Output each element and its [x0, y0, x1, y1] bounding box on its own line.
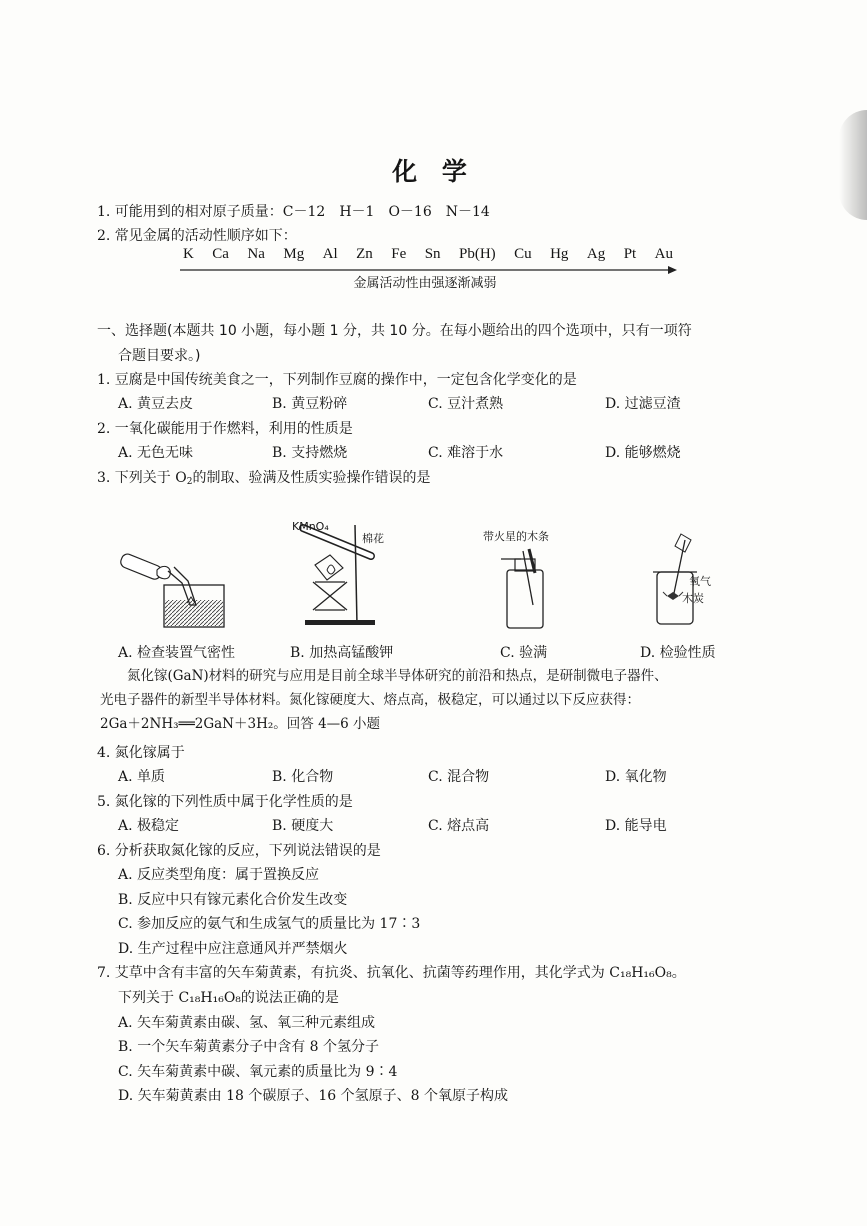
q2-option-d[interactable]: D. 能够燃烧 [605, 445, 681, 461]
question-6-stem: 6. 分析获取氮化镓的反应，下列说法错误的是 [97, 843, 381, 859]
activity-caption: 金属活动性由强逐渐减弱 [353, 276, 497, 291]
reading-passage [100, 664, 790, 736]
q1-option-d[interactable]: D. 过滤豆渣 [605, 396, 681, 412]
q1-option-c[interactable]: C. 豆汁煮熟 [428, 396, 504, 412]
q4-option-b[interactable]: B. 化合物 [272, 769, 334, 785]
q6-option-b[interactable]: B. 反应中只有镓元素化合价发生改变 [118, 892, 348, 908]
question-5-stem: 5. 氮化镓的下列性质中属于化学性质的是 [97, 794, 353, 810]
label-oxygen: 氧气 [689, 575, 711, 588]
page-title: 化 学 [392, 157, 475, 186]
activity-series [183, 246, 673, 263]
label-charcoal: 木炭 [682, 592, 704, 605]
passage-line: 光电子器件的新型半导体材料。氮化镓硬度大、熔点高，极稳定，可以通过以下反应获得： [100, 692, 640, 708]
q3-stem-part: 3. 下列关于 O [97, 470, 187, 486]
metal-symbol: Na [247, 246, 265, 262]
label-kmno4: KMnO₄ [292, 520, 329, 533]
q3-option-d[interactable]: D. 检验性质 [640, 645, 716, 661]
label-cotton: 棉花 [362, 532, 384, 545]
q4-option-a[interactable]: A. 单质 [118, 769, 166, 785]
question-7-stem-cont: 下列关于 C₁₈H₁₆O₈的说法正确的是 [118, 990, 339, 1006]
q7-option-a[interactable]: A. 矢车菊黄素由碳、氢、氧三种元素组成 [118, 1015, 376, 1031]
q3-stem-part: 的制取、验满及性质实验操作错误的是 [192, 470, 431, 486]
metal-symbol: Mg [283, 246, 305, 262]
metal-symbol: Hg [550, 246, 569, 262]
q3-option-b[interactable]: B. 加热高锰酸钾 [290, 645, 394, 661]
q4-option-d[interactable]: D. 氧化物 [605, 769, 667, 785]
metal-symbol: Ag [586, 246, 606, 262]
q6-option-d[interactable]: D. 生产过程中应注意通风并严禁烟火 [118, 941, 348, 957]
figure-a-airtightness [112, 545, 230, 635]
q2-option-a[interactable]: A. 无色无味 [118, 445, 194, 461]
section-heading: 一、选择题(本题共 10 小题，每小题 1 分，共 10 分。在每小题给出的四个选项中，只有一项符 [97, 323, 692, 339]
q3-stem-subscript: 2 [186, 477, 193, 487]
q1-option-a[interactable]: A. 黄豆去皮 [118, 396, 194, 412]
note-activity-series: 2. 常见金属的活动性顺序如下： [97, 228, 297, 244]
metal-symbol: Pt [623, 246, 637, 262]
q5-option-a[interactable]: A. 极稳定 [118, 818, 180, 834]
question-7-stem: 7. 艾草中含有丰富的矢车菊黄素，有抗炎、抗氧化、抗菌等药理作用，其化学式为 C₁₈H₁₆O₈。 [97, 965, 686, 981]
figure-c-check-full [495, 545, 555, 635]
section-heading-cont: 合题目要求。) [118, 348, 201, 364]
label-glowing-stick: 带火星的木条 [483, 530, 549, 543]
metal-symbol: Zn [356, 246, 373, 262]
metal-symbol: Cu [514, 246, 532, 262]
metal-symbol: Al [322, 246, 338, 262]
question-2-stem: 2. 一氧化碳能用于作燃料，利用的性质是 [97, 421, 353, 437]
metal-symbol: Ca [212, 246, 229, 262]
metal-symbol: Sn [424, 246, 441, 262]
metal-symbol: K [183, 246, 194, 262]
q3-option-c[interactable]: C. 验满 [500, 645, 548, 661]
metal-symbol: Pb(H) [459, 246, 496, 262]
q5-option-d[interactable]: D. 能导电 [605, 818, 667, 834]
q5-option-b[interactable]: B. 硬度大 [272, 818, 334, 834]
q2-option-c[interactable]: C. 难溶于水 [428, 445, 504, 461]
q7-option-d[interactable]: D. 矢车菊黄素由 18 个碳原子、16 个氢原子、8 个氧原子构成 [118, 1088, 508, 1104]
question-3-stem [97, 467, 430, 487]
metal-symbol: Au [654, 246, 673, 262]
metal-symbol: Fe [391, 246, 407, 262]
q3-option-a[interactable]: A. 检查装置气密性 [118, 645, 236, 661]
q2-option-b[interactable]: B. 支持燃烧 [272, 445, 348, 461]
q1-option-b[interactable]: B. 黄豆粉碎 [272, 396, 348, 412]
q5-option-c[interactable]: C. 熔点高 [428, 818, 490, 834]
question-1-stem: 1. 豆腐是中国传统美食之一，下列制作豆腐的操作中，一定包含化学变化的是 [97, 372, 577, 388]
q4-option-c[interactable]: C. 混合物 [428, 769, 490, 785]
note-atomic-mass: 1. 可能用到的相对原子质量：C－12 H－1 O－16 N－14 [97, 204, 490, 220]
question-4-stem: 4. 氮化镓属于 [97, 745, 185, 761]
q7-option-b[interactable]: B. 一个矢车菊黄素分子中含有 8 个氢分子 [118, 1039, 379, 1055]
q7-option-c[interactable]: C. 矢车菊黄素中碳、氧元素的质量比为 9∶4 [118, 1064, 398, 1080]
q6-option-a[interactable]: A. 反应类型角度：属于置换反应 [118, 867, 320, 883]
q6-option-c[interactable]: C. 参加反应的氨气和生成氢气的质量比为 17∶3 [118, 916, 421, 932]
passage-line: 2Ga＋2NH₃══2GaN＋3H₂。回答 4—6 小题 [100, 716, 381, 732]
passage-line: 氮化镓(GaN)材料的研究与应用是目前全球半导体研究的前沿和热点，是研制微电子器件、 [100, 668, 668, 684]
